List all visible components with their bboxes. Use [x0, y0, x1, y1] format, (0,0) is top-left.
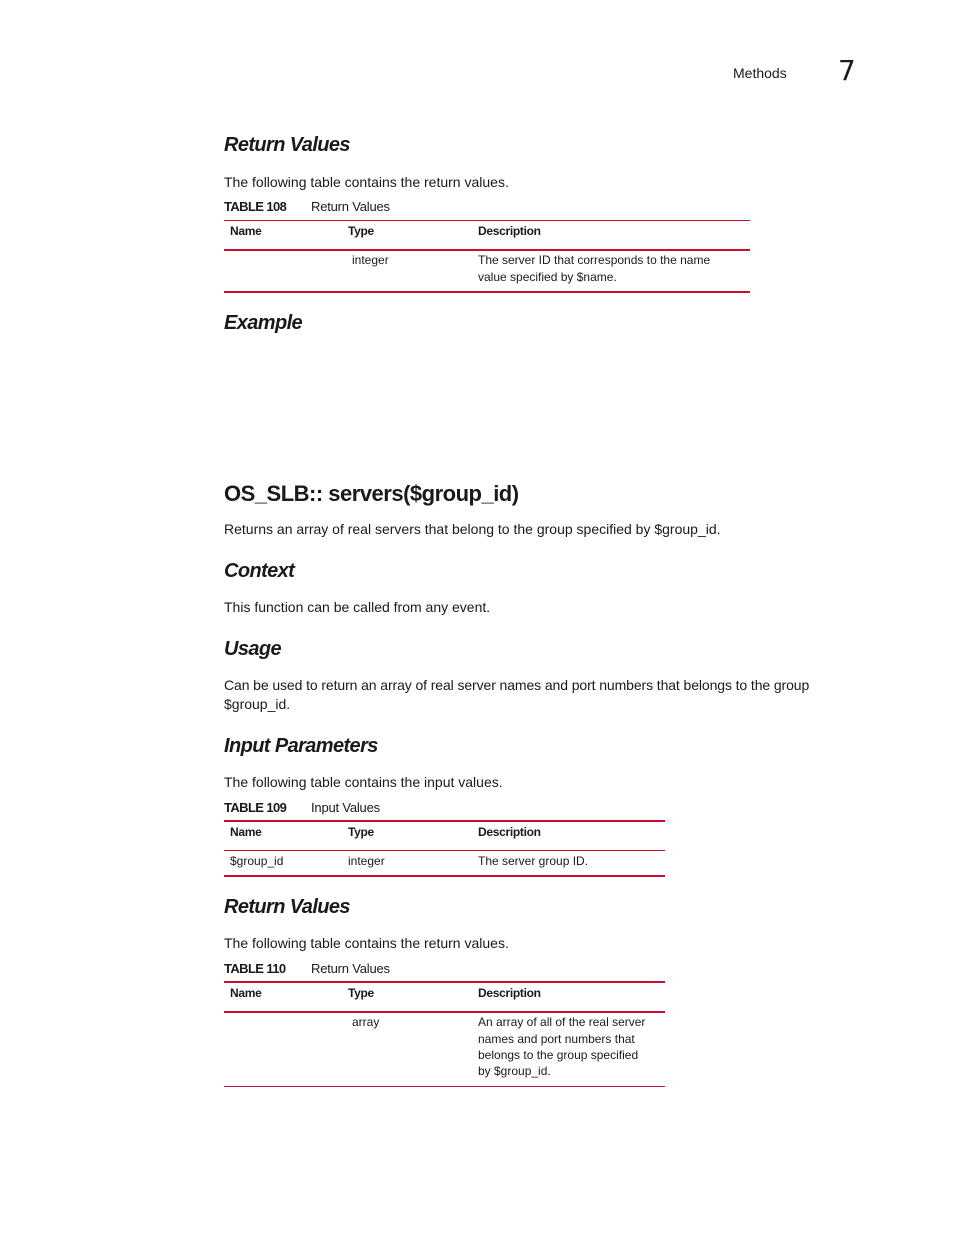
table-top-rule — [224, 820, 665, 822]
column-header-name: Name — [230, 986, 262, 1000]
input-parameters-intro: The following table contains the input values. — [224, 774, 503, 790]
column-header-description: Description — [478, 825, 541, 839]
method-title: OS_SLB:: servers($group_id) — [224, 481, 519, 506]
heading-input-parameters: Input Parameters — [224, 735, 378, 757]
cell-description-line: value specified by $name. — [478, 270, 617, 284]
table-number: TABLE 109 — [224, 800, 287, 815]
table-title: Input Values — [311, 800, 380, 815]
cell-description-line: by $group_id. — [478, 1064, 551, 1078]
cell-type: array — [352, 1015, 380, 1029]
chapter-number: 7 — [838, 54, 856, 87]
heading-return-values: Return Values — [224, 896, 350, 918]
table-number: TABLE 110 — [224, 961, 286, 976]
column-header-type: Type — [348, 986, 374, 1000]
cell-description-line: names and port numbers that — [478, 1032, 635, 1046]
return-values-intro: The following table contains the return values. — [224, 174, 509, 190]
cell-name: $group_id — [230, 854, 284, 868]
table-top-rule — [224, 220, 750, 221]
heading-example: Example — [224, 312, 303, 334]
table-bottom-rule — [224, 875, 665, 877]
heading-return-values: Return Values — [224, 134, 350, 156]
table-header-rule — [224, 1011, 665, 1013]
table-header-rule — [224, 249, 750, 251]
column-header-name: Name — [230, 224, 262, 238]
column-header-name: Name — [230, 825, 262, 839]
heading-context: Context — [224, 560, 295, 582]
method-description: Returns an array of real servers that belong to the group specified by $group_id. — [224, 521, 721, 537]
cell-type: integer — [348, 854, 385, 868]
table-title: Return Values — [311, 961, 390, 976]
column-header-description: Description — [478, 224, 541, 238]
column-header-type: Type — [348, 224, 374, 238]
table-number: TABLE 108 — [224, 199, 287, 214]
table-title: Return Values — [311, 199, 390, 214]
cell-type: integer — [352, 253, 389, 267]
table-bottom-rule — [224, 1086, 665, 1087]
column-header-type: Type — [348, 825, 374, 839]
heading-usage: Usage — [224, 638, 282, 660]
table-bottom-rule — [224, 291, 750, 293]
cell-description-line: An array of all of the real server — [478, 1015, 646, 1029]
cell-description-line: The server ID that corresponds to the name — [478, 253, 711, 267]
column-header-description: Description — [478, 986, 541, 1000]
cell-description-line: belongs to the group specified — [478, 1048, 639, 1062]
cell-description-line: The server group ID. — [478, 854, 589, 868]
context-text: This function can be called from any event. — [224, 599, 491, 615]
table-caption — [224, 800, 380, 815]
usage-text-line: Can be used to return an array of real server names and port numbers that belongs to the group — [224, 677, 810, 693]
table-caption — [224, 961, 390, 976]
running-header-section: Methods — [733, 65, 787, 81]
table-caption — [224, 199, 390, 214]
usage-text-line: $group_id. — [224, 696, 291, 712]
return-values-intro: The following table contains the return values. — [224, 935, 509, 951]
table-top-rule — [224, 981, 665, 983]
table-header-rule — [224, 850, 665, 851]
